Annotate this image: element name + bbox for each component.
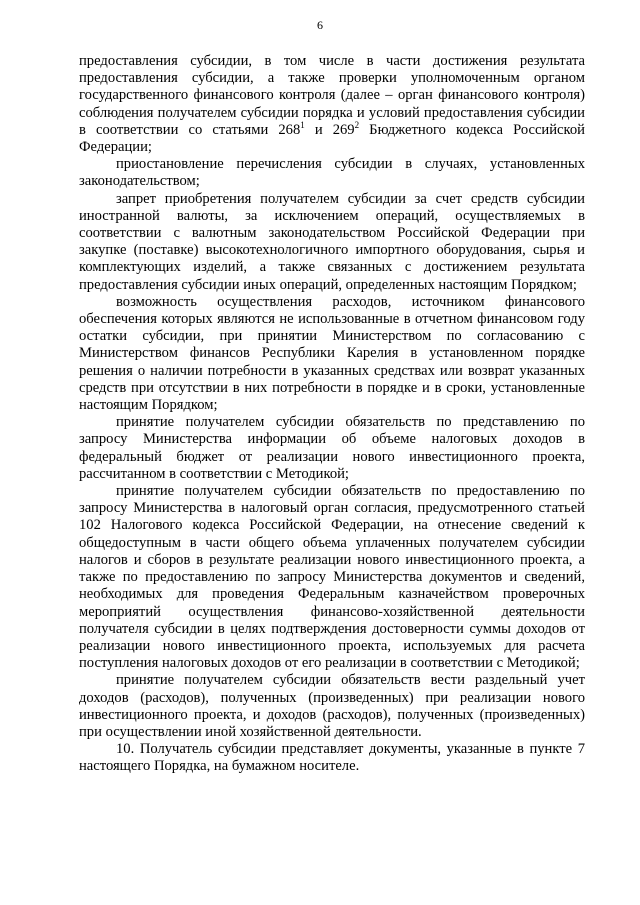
paragraph-separate-accounting: принятие получателем субсидии обязательств вести раздельный учет доходов (расходов), полученных (произведенных) при реализации нового инвестиционного проекта, и доходов (расходов), полученных (произведенных) при осуществлении иной хозяйственной деятельности. [79, 672, 585, 740]
paragraph-text: предоставления субсидии, в том числе в части достижения результата предоставления субсидии, а также проверки уполномоченным органом государственного финансового контроля (далее – орган финансового контроля) соблюдения получателем субсидии порядка и условий предоставления субсидии в соответствии со статьями 268 [79, 53, 585, 138]
superscript: 1 [300, 119, 305, 130]
superscript: 2 [354, 119, 360, 130]
paragraph-text: Бюджетного кодекса Российской Федерации; [79, 121, 585, 156]
paragraph-tax-info: принятие получателем субсидии обязательств по представлению по запросу Министерства информации об объеме налоговых доходов в федеральный бюджет от реализации нового инвестиционного проекта, рассчитанном в соответствии с Методикой; [79, 414, 585, 482]
paragraph-currency-ban: запрет приобретения получателем субсидии за счет средств субсидии иностранной валюты, за исключением операций, осуществляемых в соответствии с валютным законодательством Российской Федерации при закупке (поставке) высокотехнологичного импортного оборудования, сырья и комплектующих изделий, а также связанных с достижением результата предоставления субсидии иных операций, определенных настоящим Порядком; [79, 190, 585, 293]
paragraph-item-10: 10. Получатель субсидии представляет документы, указанные в пункте 7 настоящего Порядка, на бумажном носителе. [79, 741, 585, 775]
paragraph-text: и 269 [304, 121, 355, 138]
document-body [79, 53, 585, 776]
paragraph-tax-consent: принятие получателем субсидии обязательств по предоставлению по запросу Министерства в налоговый орган согласия, предусмотренного статьей 102 Налогового кодекса Российской Федерации, на отнесение сведений к общедоступным в части общего объема уплаченных получателем субсидии налогов и сборов в результате реализации нового инвестиционного проекта, а также по предоставлению по запросу Министерства документов и сведений, необходимых для проведения Федеральным казначейством проверочных мероприятий осуществления финансово-хозяйственной деятельности получателя субсидии в целях подтверждения достоверности суммы доходов от реализации нового инвестиционного проекта, используемых для расчета поступления налоговых доходов от его реализации в соответствии с Методикой; [79, 483, 585, 672]
page-number: 6 [317, 18, 323, 32]
paragraph-subsidy-control [79, 53, 585, 156]
paragraph-suspension: приостановление перечисления субсидии в случаях, установленных законодательством; [79, 156, 585, 190]
paragraph-remaining-funds: возможность осуществления расходов, источником финансового обеспечения которых являются не использованные в отчетном финансовом году остатки субсидии, при принятии Министерством по согласованию с Министерством финансов Республики Карелия в установленном порядке решения о наличии потребности в указанных средствах или возврат указанных средств при отсутствии в них потребности в порядке и в сроки, установленные настоящим Порядком; [79, 293, 585, 414]
